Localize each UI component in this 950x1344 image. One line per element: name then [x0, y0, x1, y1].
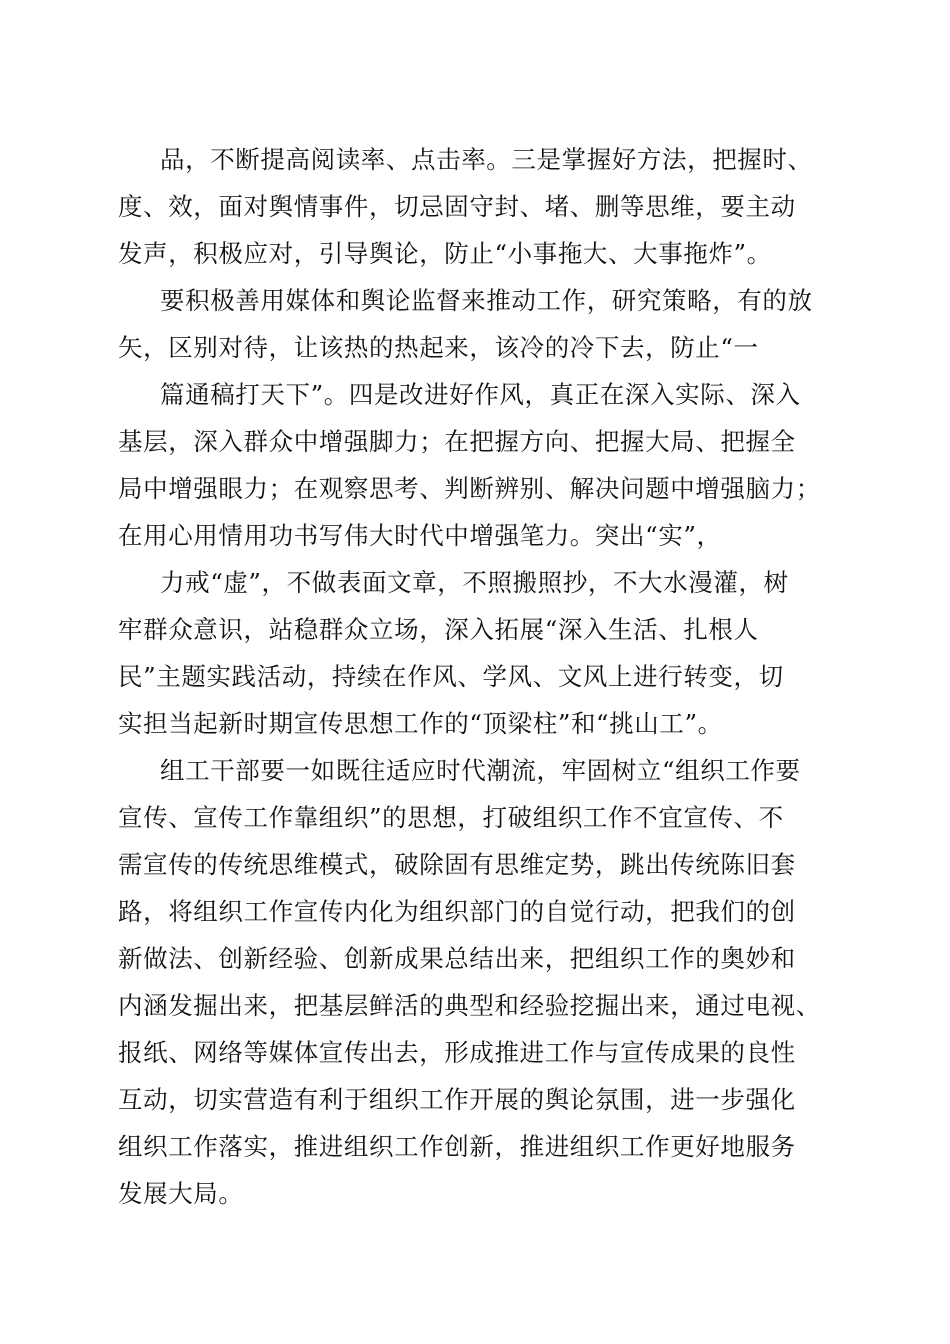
- text-line: 篇通稿打天下”。四是改进好作风，真正在深入实际、深入: [160, 380, 801, 409]
- text-line: 内涵发掘出来，把基层鲜活的典型和经验挖掘出来，通过电视、: [118, 991, 821, 1020]
- text-line: 矢，区别对待，让该热的热起来，该冷的冷下去，防止“一: [118, 333, 759, 362]
- text-line: 发声，积极应对，引导舆论，防止“小事拖大、大事拖炸”。: [118, 239, 772, 268]
- text-line: 要积极善用媒体和舆论监督来推动工作，研究策略，有的放: [160, 286, 813, 315]
- text-line: 互动，切实营造有利于组织工作开展的舆论氛围，进一步强化: [118, 1085, 796, 1114]
- text-line: 民”主题实践活动，持续在作风、学风、文风上进行转变，切: [118, 662, 784, 691]
- text-line: 力戒“虚”，不做表面文章，不照搬照抄，不大水漫灌，树: [160, 568, 789, 597]
- text-line: 报纸、网络等媒体宣传出去，形成推进工作与宣传成果的良性: [118, 1038, 796, 1067]
- text-line: 实担当起新时期宣传思想工作的“顶梁柱”和“挑山工”。: [118, 709, 723, 738]
- text-line: 需宣传的传统思维模式，破除固有思维定势，跳出传统陈旧套: [118, 850, 796, 879]
- text-line: 新做法、创新经验、创新成果总结出来，把组织工作的奥妙和: [118, 944, 796, 973]
- text-line: 牢群众意识，站稳群众立场，深入拓展“深入生活、扎根人: [118, 615, 759, 644]
- text-line: 品，不断提高阅读率、点击率。三是掌握好方法，把握时、: [160, 145, 813, 174]
- text-line: 在用心用情用功书写伟大时代中增强笔力。突出“实”，: [118, 521, 722, 550]
- text-line: 路，将组织工作宣传内化为组织部门的自觉行动，把我们的创: [118, 897, 796, 926]
- text-line: 度、效，面对舆情事件，切忌固守封、堵、删等思维，要主动: [118, 192, 796, 221]
- text-line: 组工干部要一如既往适应时代潮流，牢固树立“组织工作要: [160, 756, 801, 785]
- text-line: 局中增强眼力；在观察思考、判断辨别、解决问题中增强脑力；: [118, 474, 821, 503]
- text-line: 组织工作落实，推进组织工作创新，推进组织工作更好地服务: [118, 1132, 796, 1161]
- text-line: 宣传、宣传工作靠组织”的思想，打破组织工作不宜宣传、不: [118, 803, 784, 832]
- text-line: 基层，深入群众中增强脚力；在把握方向、把握大局、把握全: [118, 427, 796, 456]
- text-line: 发展大局。: [118, 1179, 244, 1208]
